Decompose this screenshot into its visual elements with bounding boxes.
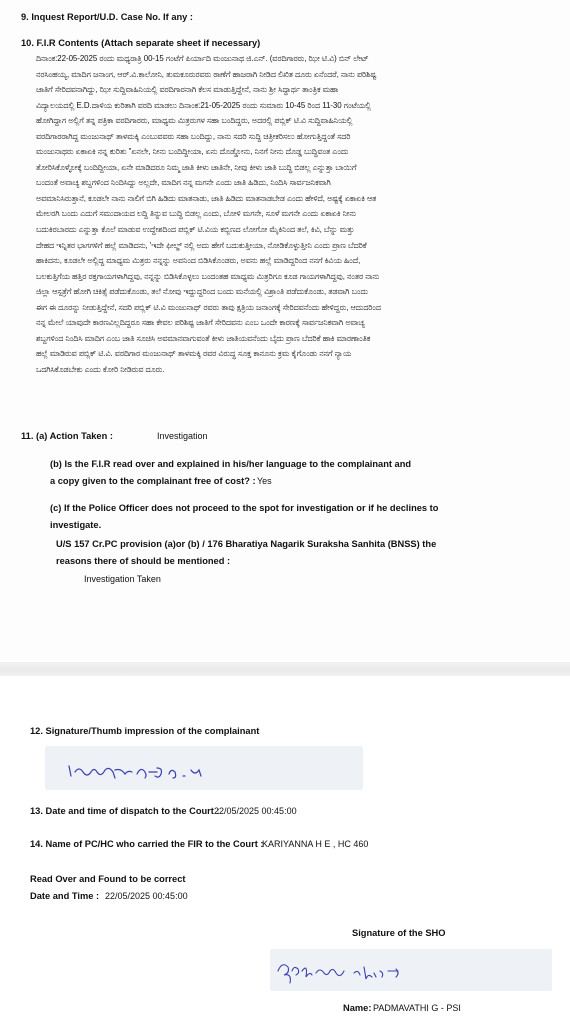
fir-content-line: ಹೋಗಿದ್ದಾಗ ಅಲ್ಲಿಗೆ ತನ್ನ ಪತ್ರಿಕಾ ವರದಿಗಾರರು, ಮಾಧ್ಯಮ ಮಿತ್ರರುಗಳ ಸಹಾ ಬಂದಿದ್ದರು, ಅದರಲ್ಲಿ ಪಬ್ಲಿಕ್ ಟಿ.ವಿ ಸುದ್ದಿವಾಹಿನಿಯಲ್ಲಿ xyxy=(36,116,353,126)
fir-content-line: ಶಬ್ದಗಳಿಂದ ನಿಂದಿಸಿ ಮಾದಿಗ ಎಂಬ ಜಾತಿ ಸೂಚಿಸಿ ಅವಮಾನವಾಗುವಂತೆ ಕೀಳು ಜಾತಿಯವನೆಂದು ಬೈದು ಪ್ರಾಣ ಬೆದರಿಕೆ ಹಾಕಿ ಮಾರಣಾಂತಿಕ xyxy=(36,333,371,343)
section-11b-line1: (b) Is the F.I.R read over and explained in his/her language to the complainant and xyxy=(50,459,412,469)
fir-read-over-value: Yes xyxy=(257,476,272,486)
section-11c-line1: (c) If the Police Officer does not proceed to the spot for investigation or if he declines to xyxy=(50,503,439,513)
fir-content-line: ಮೇಲರಗಿ ಬಂದು ಎದುಗೆ ಸಮುದಾಯದ ಲದ್ದಿ ತಿನ್ನುವ ಬುದ್ಧಿ ಬಿಡಲ್ಲ ಎಂದು, ಬೋಳಿ ಮಗನೇ, ಸೂಳೆ ಮಗನೇ ಎಂದು ಏಕಾಏಕಿ ನೀನು xyxy=(36,209,357,219)
fir-content-line: ಜಾತಿಗೆ ಸೇರಿದವನಾಗಿದ್ದು, ಝೀ ಸುದ್ದಿವಾಹಿನಿಯಲ್ಲಿ ವರದಿಗಾರನಾಗಿ ಕೆಲಸ ಮಾಡುತ್ತಿದ್ದೇನೆ, ನಾನು ಶ್ರೀ ಸಿದ್ಧಾರ್ಥ ತಾಂತ್ರಿಕ ಮಹಾ xyxy=(36,85,339,95)
section-11c-line3: U/S 157 Cr.PC provision (a)or (b) / 176 Bharatiya Nagarik Suraksha Sanhita (BNSS) the xyxy=(56,539,437,549)
section-13-label: 13. Date and time of dispatch to the Court : xyxy=(30,806,220,816)
section-11b-line2: a copy given to the complainant free of cost? : xyxy=(50,476,256,486)
fir-content-line: ಬಂದಂತೆ ಅವಾಚ್ಯ ಶಬ್ದಗಳಿಂದ ನಿಂದಿಸಿದ್ದು ಅಲ್ಲದೇ, ಮಾದಿಗ ನನ್ನ ಮಗನೇ ಎಂದು ಜಾತಿ ಹಿಡಿದು, ನಿಂದಿಸಿ ಸಾರ್ವಜನಿಕವಾಗಿ xyxy=(36,178,331,188)
section-11-action-label: 11. (a) Action Taken : xyxy=(21,431,113,441)
fir-content-line: ಜಿಲ್ಲಾ ಆಸ್ಪತ್ರೆಗೆ ಹೋಗಿ ಚಿಕಿತ್ಸೆ ಪಡೆದುಕೊಂಡು, ತಲೆ ನೋವು ಇದ್ದುದ್ದರಿಂದ ಬಂದು ಮನೆಯಲ್ಲಿ ವಿಶ್ರಾಂತಿ ಪಡೆದುಕೊಂಡು, ತಡವಾಗಿ ಬಂದು xyxy=(36,287,368,297)
fir-content-line: ನರಸಿಂಹಯ್ಯ, ಮಾದಿಗ ಜನಾಂಗ, ಆರ್.ವಿ.ಕಾಲೋನಿ, ತುಮಕೂರುರವರು ಠಾಣೆಗೆ ಹಾಜರಾಗಿ ನೀಡಿದ ಲಿಖಿತ ದೂರು ಏನೆಂದರೆ, ನಾನು ಪರಿಶಿಷ್ಟ xyxy=(36,69,377,79)
sho-signature-scribble xyxy=(270,949,552,991)
complainant-signature xyxy=(45,746,363,790)
fir-content-line: ಈಗ ಈ ದೂರನ್ನು ನೀಡುತ್ತಿದ್ದೇನೆ, ಸದರಿ ಪಬ್ಲಿಕ್ ಟಿ.ವಿ ಮಂಜುನಾಥ್ ರವರು ತಾವು ಕ್ಷತ್ರಿಯ ಜನಾಂಗಕ್ಕೆ ಸೇರಿದವನೆಂದು ಹೇಳಿದ್ದರು, ಆದುದರಿಂದ xyxy=(36,302,381,312)
carrier-name-value: KARIYANNA H E , HC 460 xyxy=(262,839,369,849)
fir-content-line: ಒದಗಿಸಿಕೊಡಬೇಕು ಎಂದು ಕೋರಿ ನೀಡಿರುವ ದೂರು. xyxy=(36,364,165,374)
fir-content-line: ಮಂಜುನಾಥರು ಏಕಾಏಕಿ ನನ್ನ ಕುರಿತು "ಏನಲೇ, ನೀನು ಬಂದಿದ್ದೀಯಾ, ಏನು ದೊಡ್ಡೋನು, ನಿನಗೆ ನೀನು ದೊಡ್ಡ ಬುದ್ಧಿವಂತ ಎಂದು xyxy=(36,147,349,157)
complainant-signature-scribble xyxy=(45,746,363,790)
read-over-date-value: 22/05/2025 00:45:00 xyxy=(105,891,188,901)
fir-content-line: ಬದುಕಿರಬಾರದು ಎನ್ನುತ್ತಾ ಕೊಲೆ ಮಾಡುವ ಉದ್ದೇಶದಿಂದ ಪಬ್ಲಿಕ್ ಟಿ.ವಿಯ ಕಬ್ಬಿಣದ ಲೋಗೋ ಮೈಕಿನಿಂದ ತಲೆ, ಕಿವಿ, ಬೆನ್ನು ಮತ್ತು xyxy=(36,225,355,235)
section-10-label: 10. F.I.R Contents (Attach separate sheet if necessary) xyxy=(21,38,261,48)
sho-name-value: PADMAVATHI G - PSI xyxy=(373,1003,461,1013)
action-taken-value: Investigation xyxy=(157,431,208,441)
sho-signature-label: Signature of the SHO xyxy=(352,928,446,938)
fir-content-line: ಹಲ್ಲೆ ಮಾಡಿರುವ ಪಬ್ಲಿಕ್ ಟಿ.ವಿ. ವರದಿಗಾರ ಮಂಜುನಾಥ್ ತಾಳಮಕ್ಕಿ ರವರ ವಿರುದ್ಧ ಸೂಕ್ತ ಕಾನೂನು ಕ್ರಮ ಕೈಗೊಂಡು ನನಗೆ ನ್ಯಾಯ xyxy=(36,349,352,359)
section-11c-line4: reasons there of should be mentioned : xyxy=(56,556,231,566)
fir-content-line: ವಿದ್ಯಾಲಯದಲ್ಲಿ E.D.ದಾಳಿಯ ಕುರಿತಾಗಿ ವರದಿ ಮಾಡಲು ದಿನಾಂಕ:21-05-2025 ರಂದು ಸುಮಾರು 10-45 ರಿಂದ 11-30 ಗಂಟೆಯಲ್ಲಿ xyxy=(36,100,371,110)
fir-contents-text xyxy=(36,51,558,377)
fir-content-line: ದೇಹದ ಇನ್ನಿತರ ಭಾಗಗಳಿಗೆ ಹಲ್ಲೆ ಮಾಡಿದನು, 'ಇದೇ ಫೀಲ್ಡ್ ನಲ್ಲಿ ಅದು ಹೇಗೆ ಬದುಕುತ್ತೀಯಾ, ನೋಡಿಕೊಳ್ಳುತ್ತೀನಿ ಎಂದು ಪ್ರಾಣ ಬೆದರಿಕೆ xyxy=(36,240,367,250)
section-11c-line2: investigate. xyxy=(50,520,102,530)
section-9-label: 9. Inquest Report/U.D. Case No. If any : xyxy=(21,12,194,22)
section-14-label: 14. Name of PC/HC who carried the FIR to the Court : xyxy=(30,839,264,849)
fir-content-line: ನನ್ನ ಮೇಲೆ ಯಾವುದೇ ಕಾರಣವಿಲ್ಲದಿದ್ದರೂ ಸಹಾ ಕೇವಲ ಪರಿಶಿಷ್ಟ ಜಾತಿಗೆ ಸೇರಿದವನು ಎಂಬ ಒಂದೇ ಕಾರಣಕ್ಕೆ ಸಾರ್ವಜನಿಕವಾಗಿ ಅವಾಚ್ಯ xyxy=(36,318,365,328)
read-over-statement: Read Over and Found to be correct xyxy=(30,874,186,884)
sho-signature xyxy=(270,949,552,991)
fir-content-line: ಹಾಕಿದನು, ಕೂಡಲೇ ಅಲ್ಲಿದ್ದ ಮಾಧ್ಯಮ ಮಿತ್ರರು ನನ್ನನ್ನು ಅವನಿಂದ ಬಿಡಿಸಿಕೊಂಡರು, ಅವನು ಹಲ್ಲೆ ಮಾಡಿದ್ದರಿಂದ ನನಗೆ ಕಿವಿಯ ಹಿಂದೆ, xyxy=(36,256,361,266)
fir-content-line: ಅವಮಾನಿಸಿರುತ್ತಾನೆ, ಕೂಡಲೇ ನಾನು ನಾಲಿಗೆ ಬಿಗಿ ಹಿಡಿದು ಮಾತನಾಡು, ಜಾತಿ ಹಿಡಿದು ಮಾತನಾಡಬೇಡ ಎಂದು ಹೇಳಿದೆ, ಅಷ್ಟಕ್ಕೆ ಏಕಾಏಕಿ ಆತ xyxy=(36,193,377,203)
reasons-value: Investigation Taken xyxy=(84,574,161,584)
fir-content-line: ಬಲಕುತ್ತಿಗೆಯ ಹತ್ತಿರ ರಕ್ತಗಾಯಗಳಾಗಿದ್ದವು, ನನ್ನನ್ನು ಬಿಡಿಸಿಕೊಳ್ಳಲು ಬಂದಂತಹ ಮಾಧ್ಯಮ ಮಿತ್ರರಿಗೂ ಕೂಡ ಗಾಯಗಳಾಗಿದ್ದವು, ನಂತರ ನಾನು xyxy=(36,271,380,281)
fir-content-line: ವರದಿಗಾರರಾಗಿದ್ದ ಮಂಜುನಾಥ್ ತಾಳಮಕ್ಕಿ ಎಂಬುವವರು ಸಹಾ ಬಂದಿದ್ದು, ನಾನು ಸದರಿ ಸುದ್ದಿ ಚಿತ್ರೀಕರಿಸಲು ಹೋಗುತ್ತಿದ್ದಂತೆ ಸದರಿ xyxy=(36,131,351,141)
read-over-date-label: Date and Time : xyxy=(30,891,100,901)
dispatch-datetime-value: 22/05/2025 00:45:00 xyxy=(214,806,297,816)
fir-content-line: ತೋರಿಸಿಕೊಳ್ಳೋಕ್ಕೆ ಬಂದಿದ್ದೀಯಾ, ಏನೇ ಮಾಡಿದರೂ ನಿಮ್ಮ ಜಾತಿ ಕೀಳು ಜಾತಿನೇ, ನೀವು ಕೀಳು ಜಾತಿ ಬುದ್ಧಿ ಬಿಡಲ್ಲ ಎನ್ನುತ್ತಾ ಬಾಯಿಗೆ xyxy=(36,162,357,172)
section-12-label: 12. Signature/Thumb impression of the complainant xyxy=(30,726,260,736)
fir-content-line: ದಿನಾಂಕ:22-05-2025 ರಂದು ಮಧ್ಯರಾತ್ರಿ 00-15 ಗಂಟೆಗೆ ಪಿರ್ಯಾದಿ ಮಂಜುನಾಥ ಜಿ.ಎನ್. (ವರದಿಗಾರರು, ಝೀ ಟಿ.ವಿ) ಬಿನ್ ಲೇಟ್ xyxy=(36,54,369,63)
sho-name-label: Name: xyxy=(343,1003,372,1013)
